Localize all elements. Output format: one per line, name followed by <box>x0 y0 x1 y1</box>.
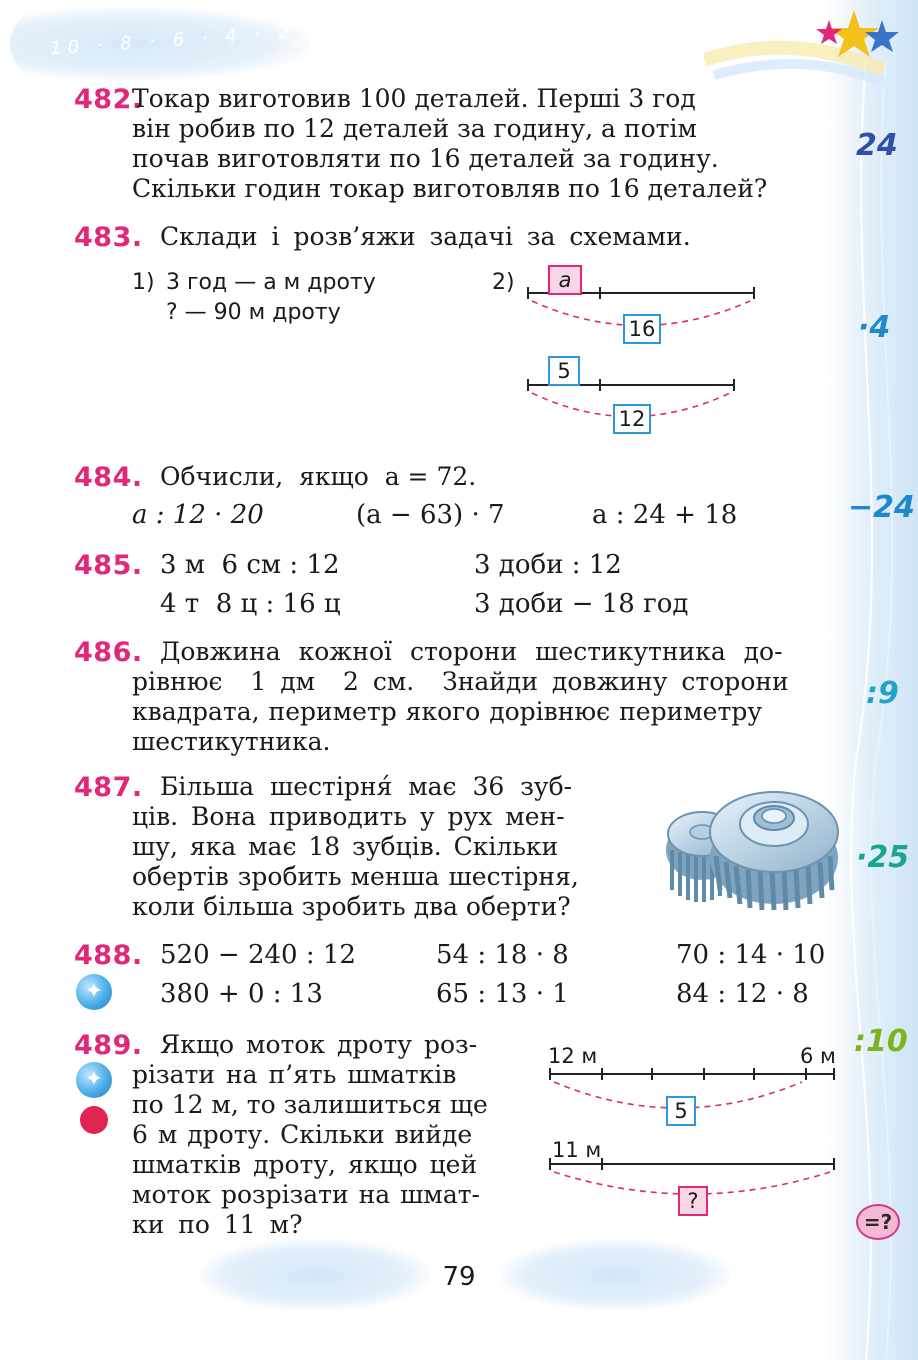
expression: 3 м 6 см : 12 <box>160 550 340 580</box>
expression: 70 : 14 · 10 <box>676 940 826 970</box>
expression: 84 : 12 · 8 <box>676 979 809 1009</box>
scheme-2-box-5: 5 <box>548 356 580 386</box>
task-number: 488. <box>74 940 143 971</box>
expression: 65 : 13 · 1 <box>436 979 569 1009</box>
expression: (a − 63) · 7 <box>356 500 505 530</box>
scheme-1-line-2: ? — 90 м дроту <box>166 300 341 325</box>
margin-mark-div-10: :10 <box>854 1024 908 1059</box>
text-line: шестикутника. <box>132 727 331 756</box>
text-line: ців. Вона приводить у рух мен- <box>132 802 565 831</box>
text-line: по 12 м, то залишиться ще <box>132 1090 488 1119</box>
text-line: коли більша зробить два оберти? <box>132 892 571 921</box>
margin-mark-times-4: ·4 <box>858 310 891 345</box>
text-line: різати на п’ять шматків <box>132 1060 457 1089</box>
puzzle-icon: ✦ <box>76 974 112 1010</box>
text-line: шу, яка має 18 зубців. Скільки <box>132 832 559 861</box>
text-line: Якщо моток дроту роз- <box>160 1030 478 1059</box>
diagram-box-5: 5 <box>666 1096 696 1126</box>
puzzle-icon: ✦ <box>76 1062 112 1098</box>
equation-icon: =? <box>856 1204 900 1240</box>
text-line: 6 м дроту. Скільки вийде <box>132 1120 473 1149</box>
expression: 54 : 18 · 8 <box>436 940 569 970</box>
text-line: шматків дроту, якщо цей <box>132 1150 478 1179</box>
top-cloud-decoration <box>10 8 310 80</box>
expression: 380 + 0 : 13 <box>160 979 323 1009</box>
text-line: моток розрізати на шмат- <box>132 1180 481 1209</box>
task-text: Склади і розв’яжи задачі за схемами. <box>160 222 691 251</box>
task-number: 483. <box>74 222 143 253</box>
diagram-label-6m: 6 м <box>800 1044 836 1068</box>
scheme-2-box-12: 12 <box>613 404 651 434</box>
cloud-numbers: 10 · 8 · 6 · 4 · 2 <box>49 21 296 60</box>
expression: 3 доби − 18 год <box>474 589 689 619</box>
text-line: він робив по 12 деталей за годину, а потім <box>132 114 697 143</box>
scheme-2-label: 2) <box>492 270 515 295</box>
task-number: 486. <box>74 637 143 668</box>
margin-mark-div-9: :9 <box>866 676 899 711</box>
margin-mark-times-25: ·25 <box>856 840 910 875</box>
margin-mark-minus-24: −24 <box>848 490 915 525</box>
scheme-2-box-a: а <box>548 265 582 295</box>
task-number: 484. <box>74 462 143 493</box>
task-number: 489. <box>74 1030 143 1061</box>
text-line: квадрата, периметр якого дорівнює периметру <box>132 697 763 726</box>
task-text: Обчисли, якщо a = 72. <box>160 462 477 491</box>
task-number: 482. <box>74 84 143 115</box>
text-line: Довжина кожної сторони шестикутника до- <box>160 637 783 666</box>
expression: 3 доби : 12 <box>474 550 622 580</box>
gears-icon <box>664 772 842 922</box>
text-line: ки по 11 м? <box>132 1210 303 1239</box>
expression: a : 12 · 20 <box>132 500 264 530</box>
expression: 520 − 240 : 12 <box>160 940 356 970</box>
diagram-label-12m: 12 м <box>548 1044 598 1068</box>
text-line: обертів зробить менша шестірня, <box>132 862 579 891</box>
text-line: Токар виготовив 100 деталей. Перші 3 год <box>132 84 696 113</box>
scheme-1-line-1: 3 год — а м дроту <box>166 270 376 295</box>
scheme-1-label: 1) <box>132 270 155 295</box>
expression: a : 24 + 18 <box>592 500 738 530</box>
task-number: 485. <box>74 550 143 581</box>
diagram-label-11m: 11 м <box>552 1138 602 1162</box>
text-line: почав виготовляти по 16 деталей за годину. <box>132 144 719 173</box>
text-line: Скільки годин токар виготовляв по 16 деталей? <box>132 174 768 203</box>
text-line: Більша шестірня́ має 36 зуб- <box>160 772 573 801</box>
text-line: рівнює 1 дм 2 см. Знайди довжину сторони <box>132 667 789 696</box>
expression: 4 т 8 ц : 16 ц <box>160 589 341 619</box>
difficulty-dot-icon <box>80 1106 108 1134</box>
page-number: 79 <box>442 1262 476 1292</box>
diagram-box-question: ? <box>678 1186 708 1216</box>
margin-mark-24: 24 <box>856 128 898 163</box>
task-number: 487. <box>74 772 143 803</box>
scheme-2-box-16: 16 <box>623 314 661 344</box>
